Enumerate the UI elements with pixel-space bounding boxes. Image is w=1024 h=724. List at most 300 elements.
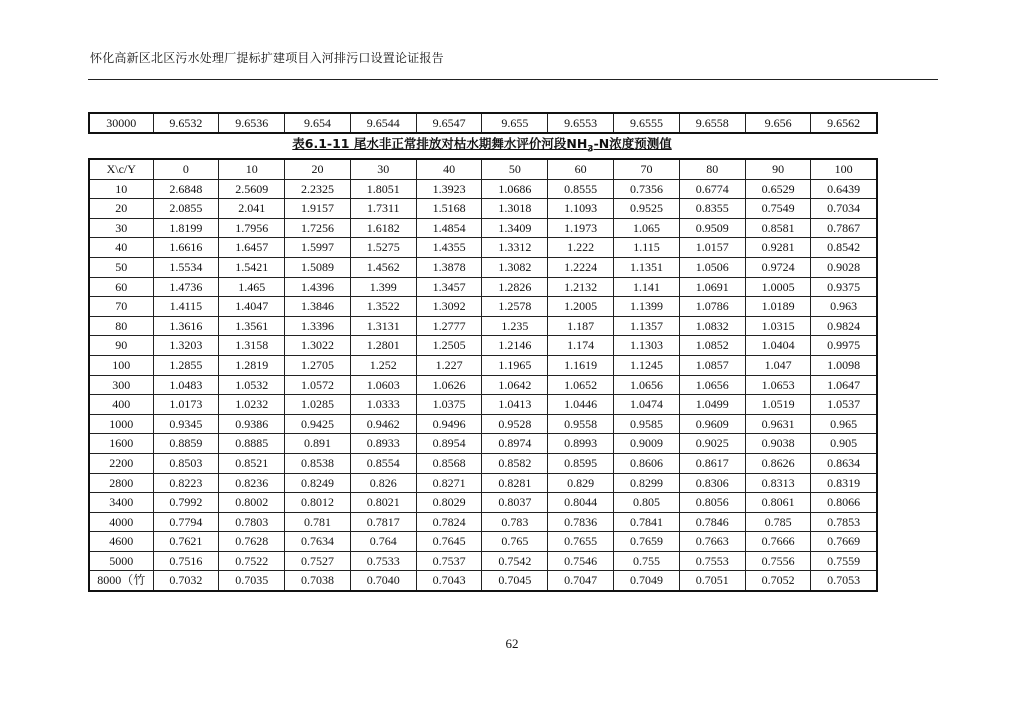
value-cell: 0.7549	[745, 199, 811, 219]
value-cell: 9.6536	[219, 113, 285, 133]
value-cell: 1.174	[548, 336, 614, 356]
value-cell: 1.5089	[285, 257, 351, 277]
value-cell: 1.235	[482, 316, 548, 336]
row-label-cell: 4600	[89, 532, 153, 552]
value-cell: 1.5275	[350, 238, 416, 258]
value-cell: 1.0656	[679, 375, 745, 395]
table-row	[89, 551, 877, 571]
value-cell: 0.8606	[614, 453, 680, 473]
value-cell: 9.654	[285, 113, 351, 133]
table-row	[89, 277, 877, 297]
value-cell: 0.8044	[548, 493, 614, 513]
value-cell: 0.9345	[153, 414, 219, 434]
value-cell: 1.0519	[745, 395, 811, 415]
value-cell: 0.7645	[416, 532, 482, 552]
value-cell: 1.0413	[482, 395, 548, 415]
value-cell: 1.0474	[614, 395, 680, 415]
value-cell: 1.0537	[811, 395, 877, 415]
value-cell: 0.8306	[679, 473, 745, 493]
value-cell: 0.7533	[350, 551, 416, 571]
row-label-cell: 1000	[89, 414, 153, 434]
value-cell: 1.3092	[416, 297, 482, 317]
value-cell: 1.0603	[350, 375, 416, 395]
value-cell: 1.0832	[679, 316, 745, 336]
value-cell: 0.8037	[482, 493, 548, 513]
value-cell: 1.0098	[811, 355, 877, 375]
value-cell: 1.0333	[350, 395, 416, 415]
value-cell: 0.8281	[482, 473, 548, 493]
value-cell: 0.8066	[811, 493, 877, 513]
value-cell: 1.0499	[679, 395, 745, 415]
value-cell: 1.0656	[614, 375, 680, 395]
row-label-cell: 300	[89, 375, 153, 395]
caption-text-prefix: 表6.1-11 尾水非正常排放对枯水期舞水评价河段NH	[292, 136, 588, 151]
value-cell: 0.8542	[811, 238, 877, 258]
value-cell: 0.8012	[285, 493, 351, 513]
value-cell: 0.7032	[153, 571, 219, 591]
value-cell: 1.3131	[350, 316, 416, 336]
value-cell: 1.115	[614, 238, 680, 258]
value-cell: 0.7546	[548, 551, 614, 571]
value-cell: 1.3561	[219, 316, 285, 336]
row-label-cell: 1600	[89, 434, 153, 454]
table-header-row	[89, 159, 877, 179]
value-cell: 1.3158	[219, 336, 285, 356]
value-cell: 0.7038	[285, 571, 351, 591]
value-cell: 0.7841	[614, 512, 680, 532]
value-cell: 0.826	[350, 473, 416, 493]
value-cell: 0.7794	[153, 512, 219, 532]
value-cell: 1.3312	[482, 238, 548, 258]
value-cell: 0.8021	[350, 493, 416, 513]
value-cell: 1.141	[614, 277, 680, 297]
column-header: 70	[614, 159, 680, 179]
row-label-cell: 5000	[89, 551, 153, 571]
table-row	[89, 395, 877, 415]
table-row	[89, 113, 877, 133]
value-cell: 1.0404	[745, 336, 811, 356]
value-cell: 0.9028	[811, 257, 877, 277]
value-cell: 0.9038	[745, 434, 811, 454]
value-cell: 0.783	[482, 512, 548, 532]
table-row	[89, 532, 877, 552]
value-cell: 0.7553	[679, 551, 745, 571]
value-cell: 0.9609	[679, 414, 745, 434]
value-cell: 1.3203	[153, 336, 219, 356]
value-cell: 1.3878	[416, 257, 482, 277]
value-cell: 1.1351	[614, 257, 680, 277]
value-cell: 0.8029	[416, 493, 482, 513]
value-cell: 0.8974	[482, 434, 548, 454]
value-cell: 0.7628	[219, 532, 285, 552]
value-cell: 2.5609	[219, 179, 285, 199]
value-cell: 1.0647	[811, 375, 877, 395]
value-cell: 0.9528	[482, 414, 548, 434]
value-cell: 0.8223	[153, 473, 219, 493]
value-cell: 1.0157	[679, 238, 745, 258]
value-cell: 1.2819	[219, 355, 285, 375]
value-cell: 1.1965	[482, 355, 548, 375]
row-label-cell: 2200	[89, 453, 153, 473]
value-cell: 1.0652	[548, 375, 614, 395]
value-cell: 0.9631	[745, 414, 811, 434]
value-cell: 0.7853	[811, 512, 877, 532]
table-row	[89, 512, 877, 532]
column-header: 90	[745, 159, 811, 179]
value-cell: 2.2325	[285, 179, 351, 199]
table-row	[89, 453, 877, 473]
value-cell: 1.0532	[219, 375, 285, 395]
value-cell: 0.965	[811, 414, 877, 434]
value-cell: 1.2777	[416, 316, 482, 336]
value-cell: 0.6529	[745, 179, 811, 199]
table-row	[89, 414, 877, 434]
row-label-cell: 100	[89, 355, 153, 375]
value-cell: 1.2224	[548, 257, 614, 277]
value-cell: 1.4854	[416, 218, 482, 238]
value-cell: 1.047	[745, 355, 811, 375]
value-cell: 0.6439	[811, 179, 877, 199]
value-cell: 1.6616	[153, 238, 219, 258]
row-label-cell: 40	[89, 238, 153, 258]
value-cell: 2.041	[219, 199, 285, 219]
row-label-cell: 70	[89, 297, 153, 317]
value-cell: 1.0005	[745, 277, 811, 297]
value-cell: 0.9558	[548, 414, 614, 434]
value-cell: 0.8056	[679, 493, 745, 513]
value-cell: 1.1973	[548, 218, 614, 238]
value-cell: 0.8355	[679, 199, 745, 219]
value-cell: 0.8933	[350, 434, 416, 454]
value-cell: 0.7817	[350, 512, 416, 532]
value-cell: 0.8954	[416, 434, 482, 454]
value-cell: 0.7043	[416, 571, 482, 591]
row-label-cell: 30000	[89, 113, 153, 133]
column-header: 20	[285, 159, 351, 179]
table-row	[89, 199, 877, 219]
value-cell: 1.3616	[153, 316, 219, 336]
value-cell: 1.1619	[548, 355, 614, 375]
value-cell: 1.465	[219, 277, 285, 297]
value-cell: 0.755	[614, 551, 680, 571]
column-header: 60	[548, 159, 614, 179]
value-cell: 9.6562	[811, 113, 877, 133]
value-cell: 1.4047	[219, 297, 285, 317]
value-cell: 1.3409	[482, 218, 548, 238]
value-cell: 1.8199	[153, 218, 219, 238]
value-cell: 0.891	[285, 434, 351, 454]
column-header: 80	[679, 159, 745, 179]
value-cell: 0.7824	[416, 512, 482, 532]
value-cell: 1.4355	[416, 238, 482, 258]
value-cell: 0.8554	[350, 453, 416, 473]
value-cell: 0.7356	[614, 179, 680, 199]
value-cell: 0.764	[350, 532, 416, 552]
value-cell: 0.8568	[416, 453, 482, 473]
value-cell: 1.3846	[285, 297, 351, 317]
column-header: X\c/Y	[89, 159, 153, 179]
value-cell: 0.8299	[614, 473, 680, 493]
value-cell: 0.8595	[548, 453, 614, 473]
value-cell: 1.065	[614, 218, 680, 238]
value-cell: 0.6774	[679, 179, 745, 199]
value-cell: 1.4115	[153, 297, 219, 317]
value-cell: 0.765	[482, 532, 548, 552]
previous-table-tail	[88, 112, 878, 134]
value-cell: 1.0375	[416, 395, 482, 415]
value-cell: 0.9386	[219, 414, 285, 434]
value-cell: 0.7556	[745, 551, 811, 571]
column-header: 100	[811, 159, 877, 179]
value-cell: 0.963	[811, 297, 877, 317]
value-cell: 0.9585	[614, 414, 680, 434]
value-cell: 1.3522	[350, 297, 416, 317]
value-cell: 9.6555	[614, 113, 680, 133]
value-cell: 0.8061	[745, 493, 811, 513]
value-cell: 1.0691	[679, 277, 745, 297]
value-cell: 1.2505	[416, 336, 482, 356]
table-row	[89, 571, 877, 591]
value-cell: 0.7803	[219, 512, 285, 532]
value-cell: 1.2578	[482, 297, 548, 317]
value-cell: 1.3082	[482, 257, 548, 277]
value-cell: 1.1093	[548, 199, 614, 219]
value-cell: 1.0232	[219, 395, 285, 415]
value-cell: 0.9824	[811, 316, 877, 336]
value-cell: 1.0483	[153, 375, 219, 395]
value-cell: 0.8626	[745, 453, 811, 473]
value-cell: 0.7659	[614, 532, 680, 552]
value-cell: 0.8313	[745, 473, 811, 493]
value-cell: 1.0642	[482, 375, 548, 395]
value-cell: 0.7516	[153, 551, 219, 571]
value-cell: 0.8249	[285, 473, 351, 493]
value-cell: 9.6558	[679, 113, 745, 133]
row-label-cell: 2800	[89, 473, 153, 493]
row-label-cell: 10	[89, 179, 153, 199]
value-cell: 9.6547	[416, 113, 482, 133]
column-header: 40	[416, 159, 482, 179]
value-cell: 2.6848	[153, 179, 219, 199]
value-cell: 0.9525	[614, 199, 680, 219]
value-cell: 1.2855	[153, 355, 219, 375]
value-cell: 0.8002	[219, 493, 285, 513]
table-row	[89, 493, 877, 513]
value-cell: 0.8538	[285, 453, 351, 473]
table-row	[89, 179, 877, 199]
table-row	[89, 336, 877, 356]
value-cell: 1.2801	[350, 336, 416, 356]
value-cell: 0.8885	[219, 434, 285, 454]
value-cell: 1.1399	[614, 297, 680, 317]
row-label-cell: 4000	[89, 512, 153, 532]
value-cell: 1.1357	[614, 316, 680, 336]
value-cell: 0.9462	[350, 414, 416, 434]
row-label-cell: 90	[89, 336, 153, 356]
value-cell: 1.0786	[679, 297, 745, 317]
value-cell: 1.0857	[679, 355, 745, 375]
value-cell: 1.3018	[482, 199, 548, 219]
value-cell: 1.4562	[350, 257, 416, 277]
table-row	[89, 355, 877, 375]
value-cell: 1.2005	[548, 297, 614, 317]
value-cell: 0.9496	[416, 414, 482, 434]
value-cell: 0.8582	[482, 453, 548, 473]
value-cell: 0.7049	[614, 571, 680, 591]
nh3n-concentration-table	[88, 158, 878, 592]
value-cell: 0.9975	[811, 336, 877, 356]
value-cell: 1.4736	[153, 277, 219, 297]
value-cell: 9.656	[745, 113, 811, 133]
value-cell: 0.7522	[219, 551, 285, 571]
value-cell: 1.5168	[416, 199, 482, 219]
value-cell: 1.0446	[548, 395, 614, 415]
value-cell: 1.2705	[285, 355, 351, 375]
value-cell: 1.5421	[219, 257, 285, 277]
value-cell: 0.7053	[811, 571, 877, 591]
value-cell: 0.9724	[745, 257, 811, 277]
header-rule	[88, 79, 938, 80]
value-cell: 1.5997	[285, 238, 351, 258]
value-cell: 0.7867	[811, 218, 877, 238]
value-cell: 1.1303	[614, 336, 680, 356]
value-cell: 1.7256	[285, 218, 351, 238]
value-cell: 0.8581	[745, 218, 811, 238]
value-cell: 0.7035	[219, 571, 285, 591]
value-cell: 1.3457	[416, 277, 482, 297]
value-cell: 0.9509	[679, 218, 745, 238]
value-cell: 1.9157	[285, 199, 351, 219]
value-cell: 1.187	[548, 316, 614, 336]
value-cell: 0.9009	[614, 434, 680, 454]
value-cell: 0.7045	[482, 571, 548, 591]
row-label-cell: 80	[89, 316, 153, 336]
value-cell: 9.655	[482, 113, 548, 133]
page-header-title: 怀化高新区北区污水处理厂提标扩建项目入河排污口设置论证报告	[90, 51, 444, 65]
table-row	[89, 238, 877, 258]
value-cell: 1.0189	[745, 297, 811, 317]
value-cell: 0.8271	[416, 473, 482, 493]
value-cell: 1.1245	[614, 355, 680, 375]
value-cell: 0.8859	[153, 434, 219, 454]
value-cell: 0.905	[811, 434, 877, 454]
value-cell: 0.7621	[153, 532, 219, 552]
value-cell: 0.8236	[219, 473, 285, 493]
value-cell: 1.6182	[350, 218, 416, 238]
value-cell: 0.7663	[679, 532, 745, 552]
value-cell: 0.9281	[745, 238, 811, 258]
value-cell: 1.7311	[350, 199, 416, 219]
value-cell: 0.8993	[548, 434, 614, 454]
value-cell: 0.7992	[153, 493, 219, 513]
table-row	[89, 473, 877, 493]
value-cell: 1.227	[416, 355, 482, 375]
column-header: 30	[350, 159, 416, 179]
value-cell: 1.0852	[679, 336, 745, 356]
value-cell: 0.8503	[153, 453, 219, 473]
caption-subscript: 3	[587, 144, 594, 155]
caption-text-suffix: -N浓度预测值	[593, 136, 672, 151]
row-label-cell: 60	[89, 277, 153, 297]
value-cell: 1.0173	[153, 395, 219, 415]
value-cell: 1.2146	[482, 336, 548, 356]
row-label-cell: 8000（竹	[89, 571, 153, 591]
column-header: 0	[153, 159, 219, 179]
value-cell: 0.7034	[811, 199, 877, 219]
value-cell: 0.7527	[285, 551, 351, 571]
value-cell: 0.7836	[548, 512, 614, 532]
value-cell: 0.805	[614, 493, 680, 513]
page-number: 62	[505, 636, 519, 651]
value-cell: 1.399	[350, 277, 416, 297]
value-cell: 0.7542	[482, 551, 548, 571]
value-cell: 0.7669	[811, 532, 877, 552]
value-cell: 1.4396	[285, 277, 351, 297]
table-row	[89, 257, 877, 277]
value-cell: 0.781	[285, 512, 351, 532]
value-cell: 1.0686	[482, 179, 548, 199]
value-cell: 1.3022	[285, 336, 351, 356]
value-cell: 1.252	[350, 355, 416, 375]
table-row	[89, 434, 877, 454]
table-row	[89, 375, 877, 395]
value-cell: 1.222	[548, 238, 614, 258]
value-cell: 1.0506	[679, 257, 745, 277]
column-header: 10	[219, 159, 285, 179]
value-cell: 0.7666	[745, 532, 811, 552]
value-cell: 0.8634	[811, 453, 877, 473]
value-cell: 0.7559	[811, 551, 877, 571]
value-cell: 0.7655	[548, 532, 614, 552]
value-cell: 0.7047	[548, 571, 614, 591]
value-cell: 1.0653	[745, 375, 811, 395]
value-cell: 0.9025	[679, 434, 745, 454]
table-row	[89, 316, 877, 336]
table-row	[89, 218, 877, 238]
value-cell: 0.829	[548, 473, 614, 493]
value-cell: 0.8617	[679, 453, 745, 473]
value-cell: 1.2132	[548, 277, 614, 297]
value-cell: 1.0572	[285, 375, 351, 395]
row-label-cell: 400	[89, 395, 153, 415]
value-cell: 0.7846	[679, 512, 745, 532]
value-cell: 1.5534	[153, 257, 219, 277]
table-caption	[88, 134, 876, 155]
value-cell: 0.7052	[745, 571, 811, 591]
value-cell: 0.8319	[811, 473, 877, 493]
table-row	[89, 297, 877, 317]
value-cell: 1.0285	[285, 395, 351, 415]
row-label-cell: 3400	[89, 493, 153, 513]
value-cell: 1.0315	[745, 316, 811, 336]
value-cell: 2.0855	[153, 199, 219, 219]
value-cell: 0.785	[745, 512, 811, 532]
value-cell: 9.6532	[153, 113, 219, 133]
value-cell: 1.7956	[219, 218, 285, 238]
value-cell: 0.8521	[219, 453, 285, 473]
value-cell: 1.0626	[416, 375, 482, 395]
value-cell: 1.6457	[219, 238, 285, 258]
value-cell: 0.9375	[811, 277, 877, 297]
value-cell: 0.7040	[350, 571, 416, 591]
value-cell: 9.6553	[548, 113, 614, 133]
column-header: 50	[482, 159, 548, 179]
value-cell: 0.8555	[548, 179, 614, 199]
row-label-cell: 30	[89, 218, 153, 238]
row-label-cell: 20	[89, 199, 153, 219]
value-cell: 0.7051	[679, 571, 745, 591]
row-label-cell: 50	[89, 257, 153, 277]
